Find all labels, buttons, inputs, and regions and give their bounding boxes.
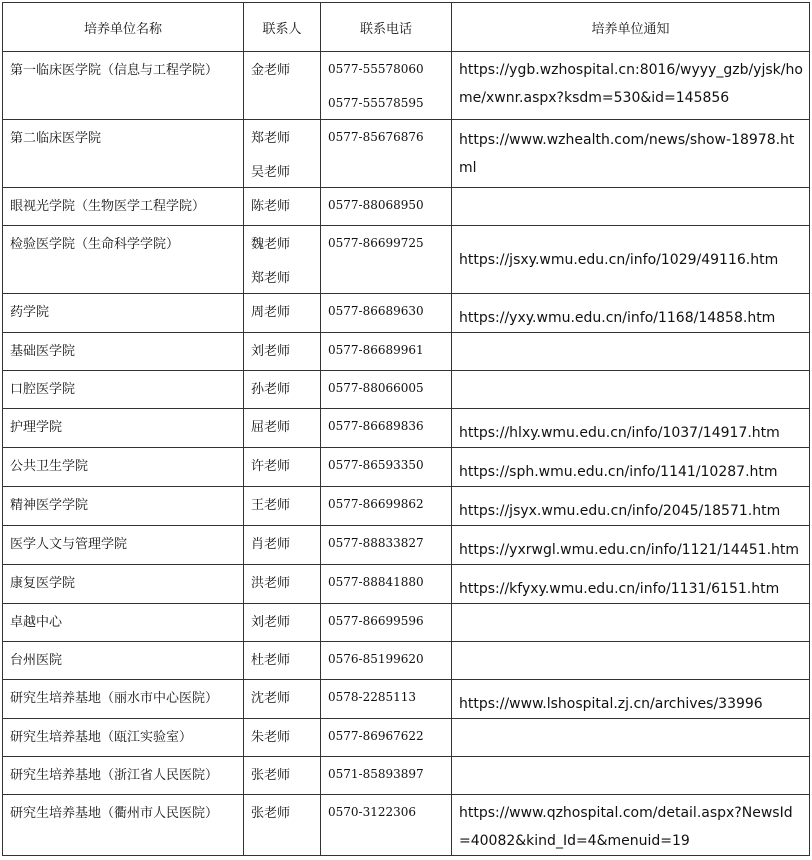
table-row <box>3 294 810 333</box>
table-row <box>3 333 810 371</box>
unit-name: 研究生培养基地（衢州市人民医院） <box>3 795 244 856</box>
phone-number: 0571-85893897 <box>328 767 424 781</box>
phone-cell <box>321 719 452 757</box>
contact-person: 吴老师 <box>251 165 291 180</box>
header-unit: 培养单位名称 <box>3 3 244 52</box>
contact-cell <box>244 526 321 565</box>
notice-url <box>452 188 810 226</box>
table-row <box>3 188 810 226</box>
contact-cell <box>244 409 321 448</box>
table-row <box>3 371 810 409</box>
table-row <box>3 52 810 120</box>
phone-cell <box>321 680 452 719</box>
table-row <box>3 795 810 856</box>
notice-url[interactable]: https://ygb.wzhospital.cn:8016/wyyy_gzb/yjsk/home/xwnr.aspx?ksdm=530&id=145856 <box>452 52 810 120</box>
notice-url[interactable]: https://jsyx.wmu.edu.cn/info/2045/18571.htm <box>452 487 810 526</box>
contact-person: 王老师 <box>251 498 291 513</box>
table-row <box>3 526 810 565</box>
contact-person: 沈老师 <box>251 691 291 706</box>
notice-url[interactable]: https://www.lshospital.zj.cn/archives/33996 <box>452 680 810 719</box>
header-phone: 联系电话 <box>321 3 452 52</box>
notice-url <box>452 642 810 680</box>
contact-person: 朱老师 <box>251 730 291 745</box>
unit-name: 研究生培养基地（瓯江实验室） <box>3 719 244 757</box>
phone-number: 0577-86689630 <box>328 304 424 318</box>
contact-person: 刘老师 <box>251 344 291 359</box>
contact-cell <box>244 371 321 409</box>
contact-cell <box>244 642 321 680</box>
contact-person: 杜老师 <box>251 653 291 668</box>
notice-url <box>452 333 810 371</box>
notice-url[interactable]: https://kfyxy.wmu.edu.cn/info/1131/6151.htm <box>452 565 810 604</box>
unit-name: 台州医院 <box>3 642 244 680</box>
unit-name: 卓越中心 <box>3 604 244 642</box>
phone-cell <box>321 757 452 795</box>
phone-cell <box>321 409 452 448</box>
phone-cell <box>321 120 452 188</box>
unit-name: 医学人文与管理学院 <box>3 526 244 565</box>
contact-person: 肖老师 <box>251 537 291 552</box>
table-row <box>3 448 810 487</box>
phone-number: 0577-86699596 <box>328 614 424 628</box>
contact-person: 周老师 <box>251 305 291 320</box>
contact-person: 孙老师 <box>251 382 291 397</box>
phone-cell <box>321 604 452 642</box>
contact-person: 陈老师 <box>251 199 291 214</box>
contact-cell <box>244 52 321 120</box>
unit-name: 药学院 <box>3 294 244 333</box>
contact-person: 郑老师 <box>251 271 291 286</box>
phone-number: 0577-88068950 <box>328 198 424 212</box>
table-row <box>3 487 810 526</box>
phone-number: 0577-86593350 <box>328 458 424 472</box>
phone-cell <box>321 226 452 294</box>
contact-cell <box>244 294 321 333</box>
contact-person: 金老师 <box>251 63 291 78</box>
unit-name: 研究生培养基地（丽水市中心医院） <box>3 680 244 719</box>
notice-url[interactable]: https://jsxy.wmu.edu.cn/info/1029/49116.htm <box>452 226 810 294</box>
notice-url[interactable]: https://yxrwgl.wmu.edu.cn/info/1121/14451.htm <box>452 526 810 565</box>
contact-person: 张老师 <box>251 806 291 821</box>
contact-cell <box>244 120 321 188</box>
notice-url <box>452 371 810 409</box>
phone-number: 0577-88066005 <box>328 381 424 395</box>
phone-cell <box>321 487 452 526</box>
contact-cell <box>244 757 321 795</box>
notice-url <box>452 719 810 757</box>
contact-cell <box>244 448 321 487</box>
table-row <box>3 757 810 795</box>
notice-url[interactable]: https://www.qzhospital.com/detail.aspx?NewsId=40082&kind_Id=4&menuid=19 <box>452 795 810 856</box>
unit-name: 口腔医学院 <box>3 371 244 409</box>
notice-url <box>452 604 810 642</box>
phone-cell <box>321 52 452 120</box>
table-body <box>3 52 810 856</box>
contact-person: 洪老师 <box>251 576 291 591</box>
phone-number: 0577-88833827 <box>328 536 424 550</box>
table-row <box>3 120 810 188</box>
table-row <box>3 642 810 680</box>
phone-number: 0577-86967622 <box>328 729 424 743</box>
phone-number: 0577-85676876 <box>328 130 424 144</box>
unit-name: 公共卫生学院 <box>3 448 244 487</box>
phone-number: 0577-55578060 <box>328 62 424 76</box>
unit-name: 眼视光学院（生物医学工程学院） <box>3 188 244 226</box>
unit-name: 检验医学院（生命科学学院） <box>3 226 244 294</box>
notice-url[interactable]: https://yxy.wmu.edu.cn/info/1168/14858.htm <box>452 294 810 333</box>
contact-cell <box>244 333 321 371</box>
phone-number: 0578-2285113 <box>328 690 417 704</box>
phone-number: 0577-86699862 <box>328 497 424 511</box>
phone-cell <box>321 448 452 487</box>
table-row <box>3 226 810 294</box>
phone-number: 0577-86689961 <box>328 343 424 357</box>
table-row <box>3 409 810 448</box>
unit-name: 精神医学学院 <box>3 487 244 526</box>
contact-cell <box>244 795 321 856</box>
contact-cell <box>244 188 321 226</box>
phone-cell <box>321 526 452 565</box>
unit-name: 研究生培养基地（浙江省人民医院） <box>3 757 244 795</box>
header-row <box>3 3 810 52</box>
contact-person: 张老师 <box>251 768 291 783</box>
contact-cell <box>244 565 321 604</box>
notice-url <box>452 757 810 795</box>
phone-cell <box>321 371 452 409</box>
phone-cell <box>321 565 452 604</box>
phone-cell <box>321 333 452 371</box>
phone-number: 0577-86699725 <box>328 236 424 250</box>
table-row <box>3 680 810 719</box>
notice-url[interactable]: https://www.wzhealth.com/news/show-18978.html <box>452 120 810 188</box>
contact-person: 屈老师 <box>251 420 291 435</box>
header-notice: 培养单位通知 <box>452 3 810 52</box>
unit-name: 护理学院 <box>3 409 244 448</box>
contact-cell <box>244 226 321 294</box>
phone-cell <box>321 642 452 680</box>
table-row <box>3 719 810 757</box>
unit-name: 康复医学院 <box>3 565 244 604</box>
unit-name: 基础医学院 <box>3 333 244 371</box>
header-contact: 联系人 <box>244 3 321 52</box>
contact-table <box>2 2 810 856</box>
table-row <box>3 565 810 604</box>
notice-url[interactable]: https://hlxy.wmu.edu.cn/info/1037/14917.htm <box>452 409 810 448</box>
contact-person: 刘老师 <box>251 615 291 630</box>
notice-url[interactable]: https://sph.wmu.edu.cn/info/1141/10287.htm <box>452 448 810 487</box>
phone-number: 0577-88841880 <box>328 575 424 589</box>
unit-name: 第一临床医学院（信息与工程学院） <box>3 52 244 120</box>
phone-cell <box>321 294 452 333</box>
table-row <box>3 604 810 642</box>
contact-person: 许老师 <box>251 459 291 474</box>
phone-number: 0576-85199620 <box>328 652 424 666</box>
unit-name: 第二临床医学院 <box>3 120 244 188</box>
contact-person: 郑老师 <box>251 131 291 146</box>
phone-number: 0577-55578595 <box>328 96 424 110</box>
phone-cell <box>321 188 452 226</box>
phone-cell <box>321 795 452 856</box>
contact-person: 魏老师 <box>251 237 291 252</box>
contact-cell <box>244 604 321 642</box>
contact-cell <box>244 487 321 526</box>
phone-number: 0577-86689836 <box>328 419 424 433</box>
phone-number: 0570-3122306 <box>328 805 417 819</box>
contact-cell <box>244 680 321 719</box>
contact-cell <box>244 719 321 757</box>
